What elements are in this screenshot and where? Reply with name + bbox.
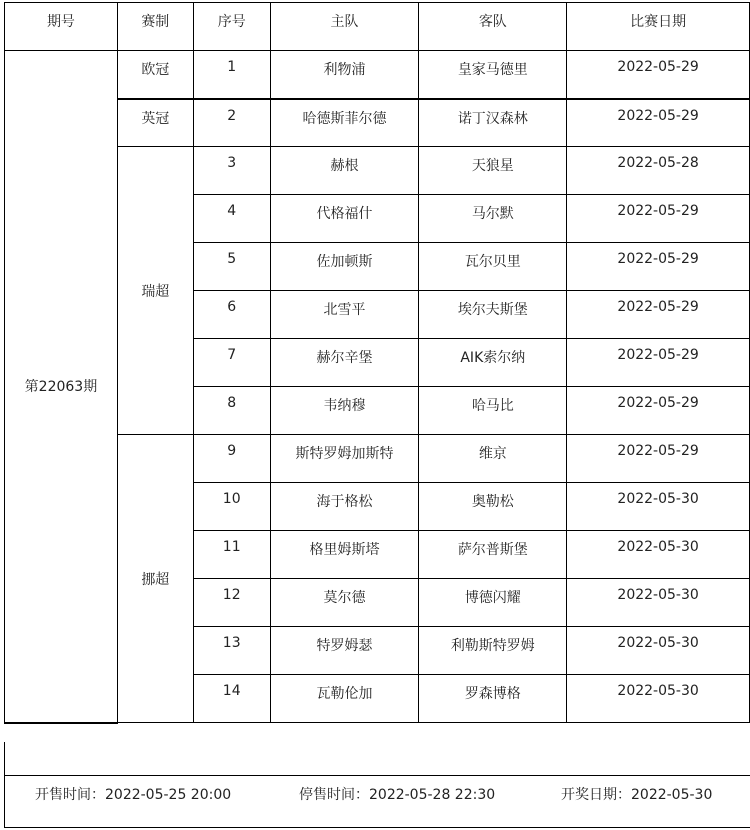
home-team-cell: 哈德斯菲尔德	[270, 99, 419, 147]
home-team-cell: 瓦勒伦加	[270, 675, 419, 723]
home-team-cell: 利物浦	[270, 51, 419, 99]
number-cell: 9	[193, 435, 270, 483]
match-date-cell: 2022-05-28	[567, 147, 750, 195]
competition-cell: 欧冠	[117, 51, 193, 99]
away-team-cell: 哈马比	[419, 387, 567, 435]
away-team-cell: AIK索尔纳	[419, 339, 567, 387]
competition-cell: 挪超	[117, 435, 193, 723]
number-cell: 14	[193, 675, 270, 723]
number-cell: 2	[193, 99, 270, 147]
match-schedule-table	[4, 2, 750, 724]
header-match-date: 比赛日期	[567, 3, 750, 51]
match-date-cell: 2022-05-29	[567, 339, 750, 387]
away-team-cell: 皇家马德里	[419, 51, 567, 99]
home-team-cell: 韦纳穆	[270, 387, 419, 435]
match-date-cell: 2022-05-29	[567, 387, 750, 435]
number-cell: 11	[193, 531, 270, 579]
away-team-cell: 埃尔夫斯堡	[419, 291, 567, 339]
match-date-cell: 2022-05-29	[567, 291, 750, 339]
match-date-cell: 2022-05-30	[567, 675, 750, 723]
home-team-cell: 代格福什	[270, 195, 419, 243]
header-number: 序号	[193, 3, 270, 51]
match-date-cell: 2022-05-30	[567, 483, 750, 531]
sale-start-time: 开售时间：2022-05-25 20:00	[35, 787, 232, 803]
away-team-cell: 博德闪耀	[419, 579, 567, 627]
number-cell: 6	[193, 291, 270, 339]
home-team-cell: 北雪平	[270, 291, 419, 339]
draw-date: 开奖日期：2022-05-30	[561, 787, 713, 803]
away-team-cell: 诺丁汉森林	[419, 99, 567, 147]
number-cell: 4	[193, 195, 270, 243]
match-date-cell: 2022-05-29	[567, 99, 750, 147]
home-team-cell: 佐加顿斯	[270, 243, 419, 291]
header-competition: 赛制	[117, 3, 193, 51]
number-cell: 12	[193, 579, 270, 627]
home-team-cell: 特罗姆瑟	[270, 627, 419, 675]
match-date-cell: 2022-05-30	[567, 579, 750, 627]
home-team-cell: 赫尔辛堡	[270, 339, 419, 387]
header-period: 期号	[5, 3, 118, 51]
away-team-cell: 天狼星	[419, 147, 567, 195]
match-date-cell: 2022-05-29	[567, 435, 750, 483]
away-team-cell: 马尔默	[419, 195, 567, 243]
sale-stop-time: 停售时间：2022-05-28 22:30	[299, 787, 496, 803]
match-date-cell: 2022-05-29	[567, 51, 750, 99]
number-cell: 7	[193, 339, 270, 387]
home-team-cell: 莫尔德	[270, 579, 419, 627]
header-away-team: 客队	[419, 3, 567, 51]
home-team-cell: 格里姆斯塔	[270, 531, 419, 579]
match-date-cell: 2022-05-30	[567, 627, 750, 675]
away-team-cell: 罗森博格	[419, 675, 567, 723]
number-cell: 8	[193, 387, 270, 435]
table-row	[5, 51, 750, 99]
competition-cell: 瑞超	[117, 147, 193, 435]
away-team-cell: 维京	[419, 435, 567, 483]
away-team-cell: 萨尔普斯堡	[419, 531, 567, 579]
match-date-cell: 2022-05-30	[567, 531, 750, 579]
away-team-cell: 瓦尔贝里	[419, 243, 567, 291]
header-row	[5, 3, 750, 51]
home-team-cell: 斯特罗姆加斯特	[270, 435, 419, 483]
competition-cell: 英冠	[117, 99, 193, 147]
sale-info-footer	[4, 776, 750, 828]
match-date-cell: 2022-05-29	[567, 195, 750, 243]
number-cell: 13	[193, 627, 270, 675]
home-team-cell: 海于格松	[270, 483, 419, 531]
number-cell: 3	[193, 147, 270, 195]
header-home-team: 主队	[270, 3, 419, 51]
number-cell: 1	[193, 51, 270, 99]
period-cell: 第22063期	[5, 51, 118, 723]
home-team-cell: 赫根	[270, 147, 419, 195]
number-cell: 5	[193, 243, 270, 291]
away-team-cell: 奥勒松	[419, 483, 567, 531]
away-team-cell: 利勒斯特罗姆	[419, 627, 567, 675]
number-cell: 10	[193, 483, 270, 531]
blank-spacer-row	[4, 742, 750, 776]
match-date-cell: 2022-05-29	[567, 243, 750, 291]
